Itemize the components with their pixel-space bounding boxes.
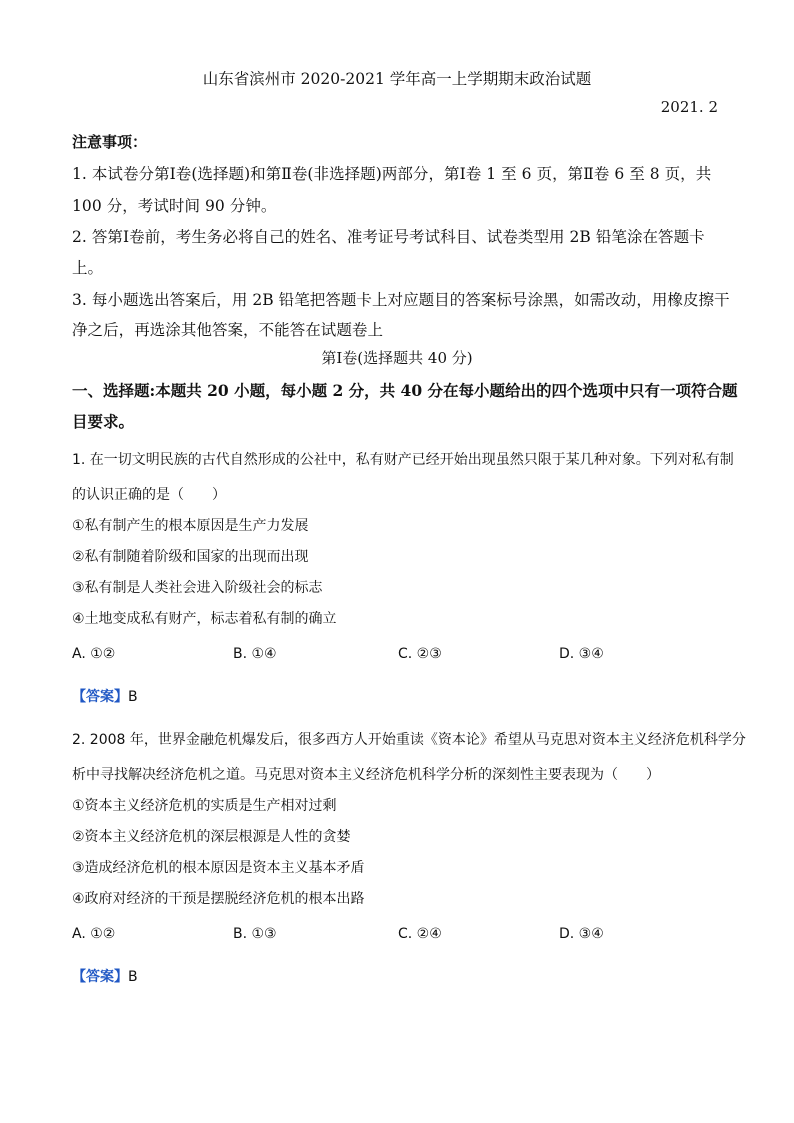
question-item: ④政府对经济的干预是摆脱经济危机的根本出路 — [72, 891, 365, 907]
question-stem: 的认识正确的是（ ） — [72, 487, 226, 503]
exam-date: 2021. 2 — [660, 98, 718, 116]
option-c: C. ②④ — [398, 926, 442, 942]
question-item: ②私有制随着阶级和国家的出现而出现 — [72, 549, 309, 565]
question-stem: 1. 在一切文明民族的古代自然形成的公社中，私有财产已经开始出现虽然只限于某几种对象。下列对私有制 — [72, 452, 734, 468]
answer-line — [72, 966, 138, 986]
document-title: 山东省滨州市 2020-2021 学年高一上学期期末政治试题 — [202, 70, 592, 88]
notice-line: 2. 答第Ⅰ卷前，考生务必将自己的姓名、准考证号考试科目、试卷类型用 2B 铅笔涂在答题卡 — [72, 228, 705, 246]
question-item: ①资本主义经济危机的实质是生产相对过剩 — [72, 798, 337, 814]
option-b: B. ①③ — [233, 926, 277, 942]
question-item: ③造成经济危机的根本原因是资本主义基本矛盾 — [72, 860, 365, 876]
notice-line: 3. 每小题选出答案后，用 2B 铅笔把答题卡上对应题目的答案标号涂黑，如需改动，用橡皮擦干 — [72, 291, 730, 309]
answer-value: B — [128, 969, 138, 985]
answer-value: B — [128, 689, 138, 705]
option-d: D. ③④ — [559, 646, 604, 662]
option-d: D. ③④ — [559, 926, 604, 942]
answer-tag: 【答案】 — [72, 689, 128, 705]
question-stem: 析中寻找解决经济危机之道。马克思对资本主义经济危机科学分析的深刻性主要表现为（ ） — [72, 767, 660, 783]
notice-line: 1. 本试卷分第Ⅰ卷(选择题)和第Ⅱ卷(非选择题)两部分，第Ⅰ卷 1 至 6 页，第Ⅱ卷 6 至 8 页，共 — [72, 165, 712, 183]
answer-tag: 【答案】 — [72, 969, 128, 985]
notice-line: 上。 — [72, 259, 104, 277]
option-a: A. ①② — [72, 926, 116, 942]
question-stem: 2. 2008 年，世界金融危机爆发后，很多西方人开始重读《资本论》希望从马克思对资本主义经济危机科学分 — [72, 732, 746, 748]
notice-line: 100 分，考试时间 90 分钟。 — [72, 197, 277, 215]
question-item: ②资本主义经济危机的深层根源是人性的贪婪 — [72, 829, 351, 845]
option-b: B. ①④ — [233, 646, 277, 662]
notice-line: 净之后，再选涂其他答案，不能答在试题卷上 — [72, 321, 384, 339]
question-item: ④土地变成私有财产，标志着私有制的确立 — [72, 611, 337, 627]
question-item: ①私有制产生的根本原因是生产力发展 — [72, 518, 309, 534]
section-title: 第Ⅰ卷(选择题共 40 分) — [321, 349, 473, 367]
section-instruction: 目要求。 — [72, 412, 135, 431]
section-instruction: 一、选择题:本题共 20 小题，每小题 2 分，共 40 分在每小题给出的四个选项中只有一项符合题 — [72, 381, 738, 400]
question-item: ③私有制是人类社会进入阶级社会的标志 — [72, 580, 323, 596]
notice-heading: 注意事项： — [72, 133, 148, 151]
option-a: A. ①② — [72, 646, 116, 662]
option-c: C. ②③ — [398, 646, 442, 662]
answer-line — [72, 686, 138, 706]
